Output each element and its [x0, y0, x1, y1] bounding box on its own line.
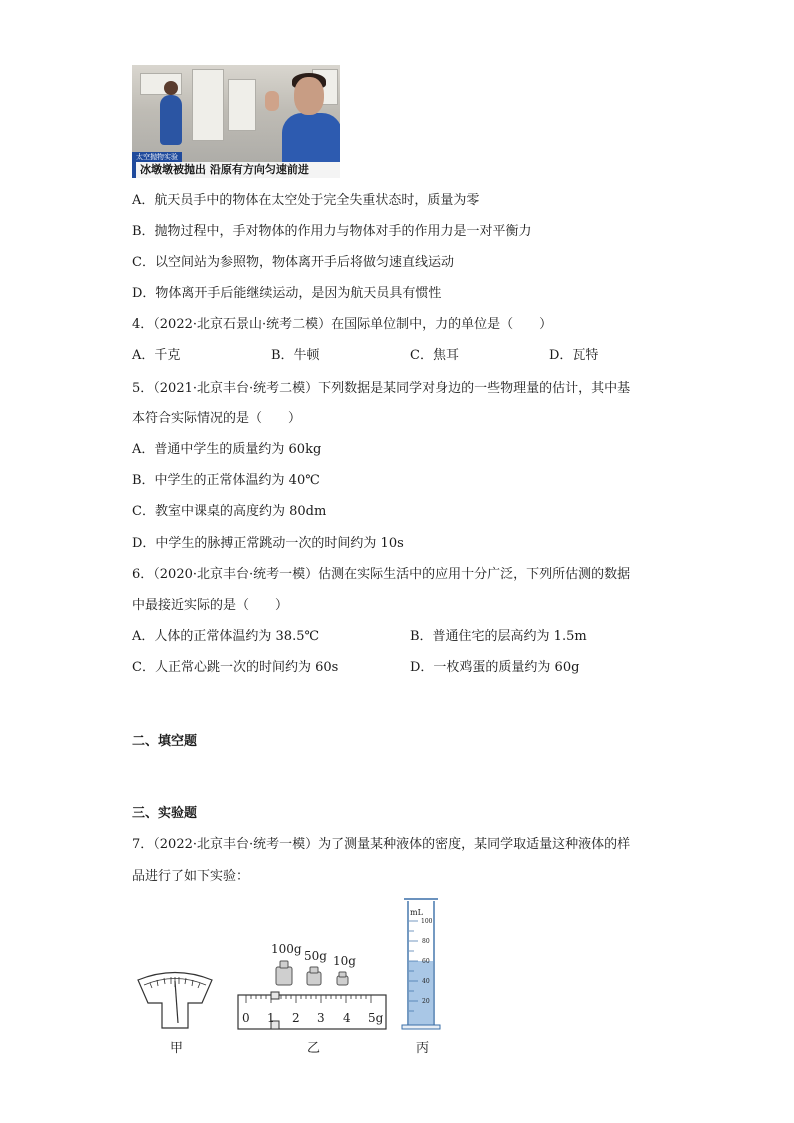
scale-tick-2: 2 [292, 1011, 300, 1025]
cylinder-tick-80: 80 [422, 938, 430, 945]
figure-label-jia: 甲 [170, 1041, 184, 1056]
scale-tick-5g: 5g [368, 1011, 384, 1025]
scale-tick-1: 1 [267, 1011, 275, 1025]
cylinder-unit: mL [410, 908, 423, 917]
cylinder-tick-60: 60 [422, 958, 430, 965]
q3-option-b: B．抛物过程中，手对物体的作用力与物体对手的作用力是一对平衡力 [132, 224, 532, 239]
q5-option-a: A．普通中学生的质量约为 60kg [132, 442, 322, 457]
weight-label-10g: 10g [333, 954, 356, 968]
q6-option-b: B．普通住宅的层高约为 1.5m [410, 629, 587, 644]
q6-option-a: A．人体的正常体温约为 38.5℃ [132, 629, 320, 644]
cylinder-liquid [409, 961, 433, 1025]
q3-option-c: C．以空间站为参照物，物体离开手后将做匀速直线运动 [132, 255, 454, 270]
q7-stem-line2: 品进行了如下实验： [132, 869, 250, 884]
rider-scale [238, 992, 386, 1029]
astronaut-figure [282, 113, 340, 163]
q4-option-b: B．牛顿 [271, 348, 320, 363]
weight-label-100g: 100g [271, 942, 302, 956]
astronaut-figure [160, 95, 182, 145]
experiment-figure [130, 895, 550, 1065]
cylinder-tick-40: 40 [422, 978, 430, 985]
q5-option-d: D．中学生的脉搏正常跳动一次的时间约为 10s [132, 536, 404, 551]
scale-tick-3: 3 [317, 1011, 325, 1025]
q5-option-b: B．中学生的正常体温约为 40℃ [132, 473, 320, 488]
balance-dial-icon [138, 973, 212, 1029]
q6-stem-line2: 中最接近实际的是（ ） [132, 598, 289, 613]
q4-options [132, 347, 672, 365]
q3-option-d: D．物体离开手后能继续运动，是因为航天员具有惯性 [132, 286, 442, 301]
section-heading-experiment: 三、实验题 [132, 806, 198, 821]
q4-option-c: C．焦耳 [410, 348, 459, 363]
q5-stem-line2: 本符合实际情况的是（ ） [132, 411, 302, 426]
news-photo [132, 65, 340, 178]
q6-options-row1 [132, 628, 672, 646]
experiment-diagram [130, 895, 550, 1065]
section-heading-fill-in: 二、填空题 [132, 734, 198, 749]
q6-option-c: C．人正常心跳一次的时间约为 60s [132, 660, 339, 675]
weight-label-50g: 50g [304, 949, 327, 963]
q5-stem-line1: 5．（2021·北京丰台·统考二模）下列数据是某同学对身边的一些物理量的估计，其中基 [132, 381, 631, 396]
q5-option-c: C．教室中课桌的高度约为 80dm [132, 504, 327, 519]
q4-option-d: D．瓦特 [549, 348, 599, 363]
figure-label-yi: 乙 [307, 1041, 321, 1056]
photo-caption: 冰墩墩被抛出 沿原有方向匀速前进 [132, 162, 340, 178]
scale-tick-0: 0 [242, 1011, 250, 1025]
photo-caption-small: 太空抛物实验 [132, 152, 182, 162]
q6-option-d: D．一枚鸡蛋的质量约为 60g [410, 660, 580, 675]
figure-label-bing: 丙 [416, 1041, 430, 1056]
scale-tick-4: 4 [343, 1011, 351, 1025]
q6-options-row2 [132, 659, 672, 677]
q4-option-a: A．千克 [132, 348, 181, 363]
q7-stem-line1: 7．（2022·北京丰台·统考一模）为了测量某种液体的密度，某同学取适量这种液体的样 [132, 837, 631, 852]
cylinder-tick-20: 20 [422, 998, 430, 1005]
q4-stem: 4．（2022·北京石景山·统考二模）在国际单位制中，力的单位是（ ） [132, 317, 553, 332]
cylinder-tick-100: 100 [421, 918, 433, 925]
q3-option-a: A．航天员手中的物体在太空处于完全失重状态时，质量为零 [132, 193, 480, 208]
q6-stem-line1: 6．（2020·北京丰台·统考一模）估测在实际生活中的应用十分广泛，下列所估测的数据 [132, 567, 631, 582]
